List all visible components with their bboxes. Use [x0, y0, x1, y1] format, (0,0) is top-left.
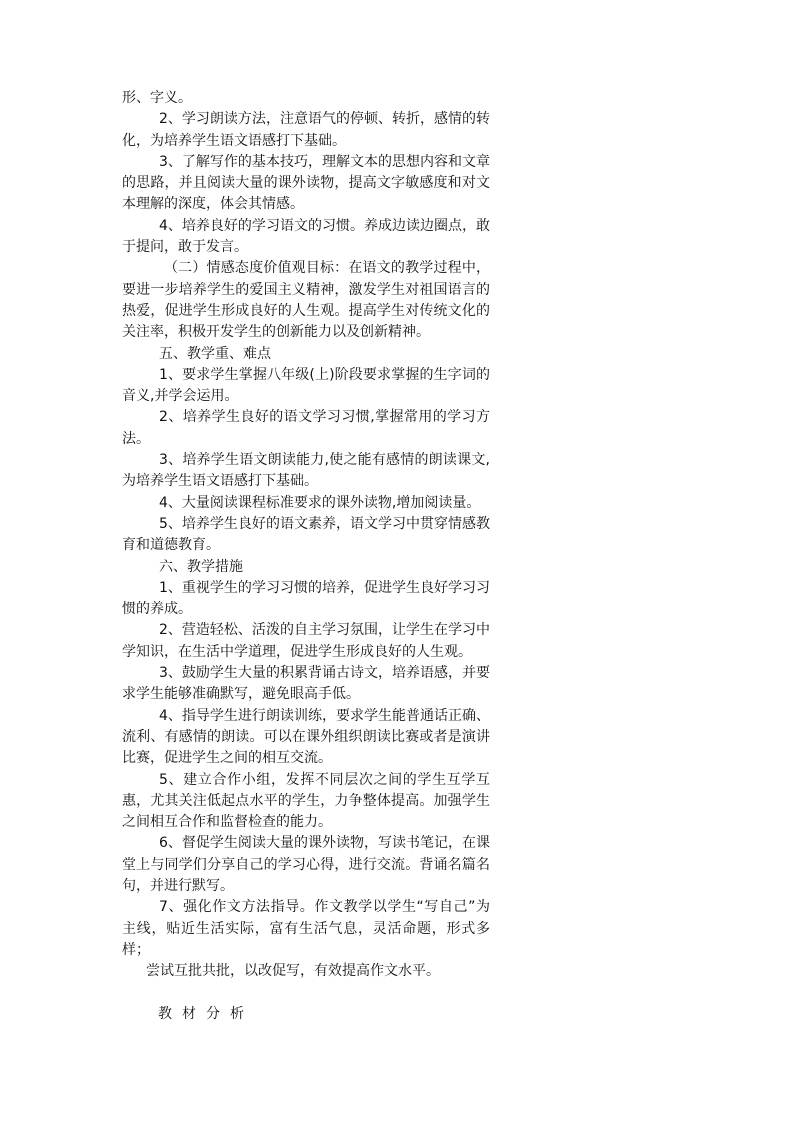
paragraph-continuation: 形、字义。	[122, 90, 192, 106]
paragraph-key-4: 4、大量阅读课程标准要求的课外读物,增加阅读量。	[159, 494, 481, 511]
paragraph-goal-2: 2、学习朗读方法，注意语气的停顿、转折，感情的转化，为培养学生语文语感打下基础。	[122, 111, 490, 149]
paragraph-key-3: 3、培养学生语文朗读能力,使之能有感情的朗读课文,为培养学生语文语感打下基础。	[122, 452, 490, 490]
paragraph-measure-1: 1、重视学生的学习习惯的培养，促进学生良好学习习惯的养成。	[122, 579, 490, 618]
heading-key-points: 五、教学重、难点	[159, 345, 271, 362]
paragraph-goal-4: 4、培养良好的学习语文的习惯。养成边读边圈点，敢于提问，敢于发言。	[122, 217, 490, 256]
paragraph-emotion-goal: （二）情感态度价值观目标：在语文的教学过程中，要进一步培养学生的爱国主义精神，激发学生对祖国语言的热爱，促进学生形成良好的人生观。提高学生对传统文化的关注率，积极开发学生的创新能力以及创新精神。	[122, 260, 490, 341]
paragraph-measure-2: 2、营造轻松、活泼的自主学习氛围，让学生在学习中学知识，在生活中学道理，促进学生形成良好的人生观。	[122, 622, 490, 660]
paragraph-key-2: 2、培养学生良好的语文学习习惯,掌握常用的学习方法。	[122, 409, 490, 447]
paragraph-measure-3: 3、鼓励学生大量的积累背诵古诗文，培养语感，并要求学生能够准确默写，避免眼高手低。	[122, 665, 490, 703]
paragraph-measure-5: 5、建立合作小组，发挥不同层次之间的学生互学互惠，尤其关注低起点水平的学生，力争整体提高。加强学生之间相互合作和监督检查的能力。	[122, 771, 490, 831]
paragraph-goal-3: 3、了解写作的基本技巧，理解文本的思想内容和文章的思路，并且阅读大量的课外读物，提高文字敏感度和对文本理解的深度，体会其情感。	[122, 153, 490, 213]
paragraph-key-5: 5、培养学生良好的语文素养，语文学习中贯穿情感教育和道德教育。	[122, 515, 490, 554]
paragraph-measure-6: 6、督促学生阅读大量的课外读物，写读书笔记，在课堂上与同学们分享自己的学习心得，进行交流。背诵名篇名句，并进行默写。	[122, 835, 490, 894]
paragraph-closing: 尝试互批共批，以改促写，有效提高作文水平。	[146, 963, 440, 980]
document-body	[122, 88, 490, 1026]
section-title-textbook-analysis: 教材分析	[158, 1006, 254, 1023]
paragraph-measure-4: 4、指导学生进行朗读训练，要求学生能普通话正确、流利、有感情的朗读。可以在课外组织朗读比赛或者是演讲比赛，促进学生之间的相互交流。	[122, 707, 490, 767]
paragraph-key-1: 1、要求学生掌握八年级(上)阶段要求掌握的生字词的音义,并学会运用。	[122, 366, 490, 405]
heading-measures: 六、教学措施	[159, 558, 243, 575]
paragraph-measure-7: 7、强化作文方法指导。作文教学以学生“写自己”为主线，贴近生活实际，富有生活气息，灵活命题，形式多样；	[122, 899, 490, 958]
